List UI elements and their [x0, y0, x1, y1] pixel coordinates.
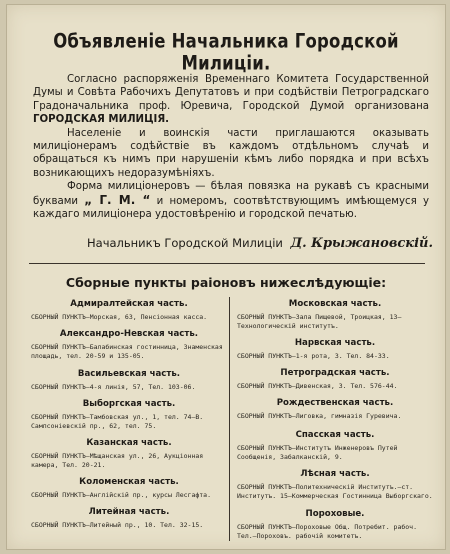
district-name: Казанская часть.: [86, 438, 172, 448]
paragraph-organization: [33, 73, 429, 127]
district-name: Адмиралтейская часть.: [70, 299, 188, 309]
district-name: Выборгская часть.: [82, 399, 176, 409]
section-divider: [29, 263, 425, 264]
paragraph-uniform: [33, 180, 429, 221]
district-assembly-point: СБОРНЫЙ ПУНКТЪ—4-я линія, 57, Тел. 103-06.: [31, 383, 196, 391]
district-entry: [31, 299, 227, 322]
district-assembly-point: СБОРНЫЙ ПУНКТЪ—1-я рота, 3. Тел. 84-33.: [237, 352, 390, 360]
gm-letters: „ Г. М. “: [84, 192, 151, 207]
district-name: Спасская часть.: [295, 430, 375, 440]
district-entry: [237, 469, 433, 500]
paragraph-organization-text: Согласно распоряженія Временнаго Комитета Государственной Думы и Совѣта Рабочихъ Депутатовъ и при содѣйствіи Петроградскаго Градоначальника проф. Юревича, Городской Думой организована: [33, 74, 429, 112]
district-entry: [31, 438, 227, 469]
district-entry: [31, 399, 227, 430]
district-assembly-point: СБОРНЫЙ ПУНКТЪ—Зала Пищевой, Троицкая, 13—Технологическій институтъ.: [237, 313, 402, 330]
district-assembly-point: СБОРНЫЙ ПУНКТЪ—Институтъ Инженеровъ Путей Сообщенія, Забалканскій, 9.: [237, 444, 398, 461]
district-entry: [237, 368, 433, 391]
district-entry: [31, 507, 227, 530]
paragraph-uniform-text-a: Форма милиціонеровъ — бѣлая повязка на рукавѣ съ красными буквами: [33, 181, 429, 207]
district-entry: [31, 369, 227, 392]
district-entry: [237, 430, 433, 461]
signature-label: Начальникъ Городской Милиціи: [87, 236, 283, 250]
district-entry: [31, 477, 227, 500]
district-assembly-point: СБОРНЫЙ ПУНКТЪ—Англійскій пр., курсы Лесгафта.: [31, 491, 212, 499]
district-name: Лѣсная часть.: [300, 469, 370, 479]
district-entry: [31, 329, 227, 360]
district-name: Нарвская часть.: [294, 338, 376, 348]
district-entry: [237, 509, 433, 540]
district-name: Александро-Невская часть.: [59, 329, 199, 339]
district-assembly-point: СБОРНЫЙ ПУНКТЪ—Лиговка, гимназія Гуревича.: [237, 412, 402, 420]
column-divider: [229, 297, 230, 541]
district-entry: [237, 338, 433, 361]
district-assembly-point: СБОРНЫЙ ПУНКТЪ—Балабинская гостинница, Знаменская площадь, тел. 20-59 и 135-05.: [31, 343, 223, 360]
district-assembly-point: СБОРНЫЙ ПУНКТЪ—Морская, 63, Пенсіонная касса.: [31, 313, 208, 321]
district-assembly-point: СБОРНЫЙ ПУНКТЪ—Дивенская, 3. Тел. 576-44.: [237, 382, 398, 390]
signature-name: Д. Крыжановскій.: [290, 236, 433, 251]
district-assembly-point: СБОРНЫЙ ПУНКТЪ—Мѣщанская ул., 26, Аукціонная камера, Тел. 20-21.: [31, 452, 204, 469]
paragraph-uniform-text-b: и номеромъ, соотвѣтствующимъ имѣющемуся у каждаго милиціонера удостовѣренію и городской печатью.: [33, 195, 430, 221]
announcement-body: [33, 73, 429, 221]
signature-line: [87, 236, 446, 251]
district-assembly-point: СБОРНЫЙ ПУНКТЪ—Пороховые Общ. Потребит. рабоч. Тел.—Пороховъ. рабочій комитетъ.: [237, 523, 418, 540]
district-name: Рождественская часть.: [276, 398, 394, 408]
district-name: Коломенская часть.: [79, 477, 179, 487]
city-militia-emphasis: ГОРОДСКАЯ МИЛИЦІЯ.: [33, 114, 170, 126]
district-name: Васильевская часть.: [77, 369, 181, 379]
district-name: Московская часть.: [288, 299, 382, 309]
district-name: Пороховые.: [305, 509, 365, 519]
district-assembly-point: СБОРНЫЙ ПУНКТЪ—Литейный пр., 10. Тел. 32-15.: [31, 521, 204, 529]
district-name: Литейная часть.: [88, 507, 170, 517]
poster-title: Объявленіе Начальника Городской Милиціи.: [53, 29, 399, 75]
paragraph-population: Населеніе и воинскія части приглашаются оказывать милиціонерамъ содѣйствіе въ каждомъ отдѣльномъ случаѣ и обращаться къ нимъ при нарушеніи кѣмъ либо порядка и при всѣхъ возникающихъ недоразумѣніяхъ.: [33, 127, 429, 179]
district-assembly-point: СБОРНЫЙ ПУНКТЪ—Политехническій Институтъ.—ст. Институтъ. 15—Коммерческая Гостинница Выборгскаго.: [237, 483, 433, 500]
district-entry: [237, 299, 433, 330]
district-entry: [237, 398, 433, 421]
district-name: Петроградская часть.: [280, 368, 390, 378]
district-assembly-point: СБОРНЫЙ ПУНКТЪ—Тамбовская ул., 1, тел. 74—В. Сампсоніевскій пр., 62, тел. 75.: [31, 413, 204, 430]
poster-sheet: [6, 4, 446, 550]
assembly-points-heading: Сборные пункты раіоновъ нижеслѣдующіе:: [65, 275, 387, 290]
